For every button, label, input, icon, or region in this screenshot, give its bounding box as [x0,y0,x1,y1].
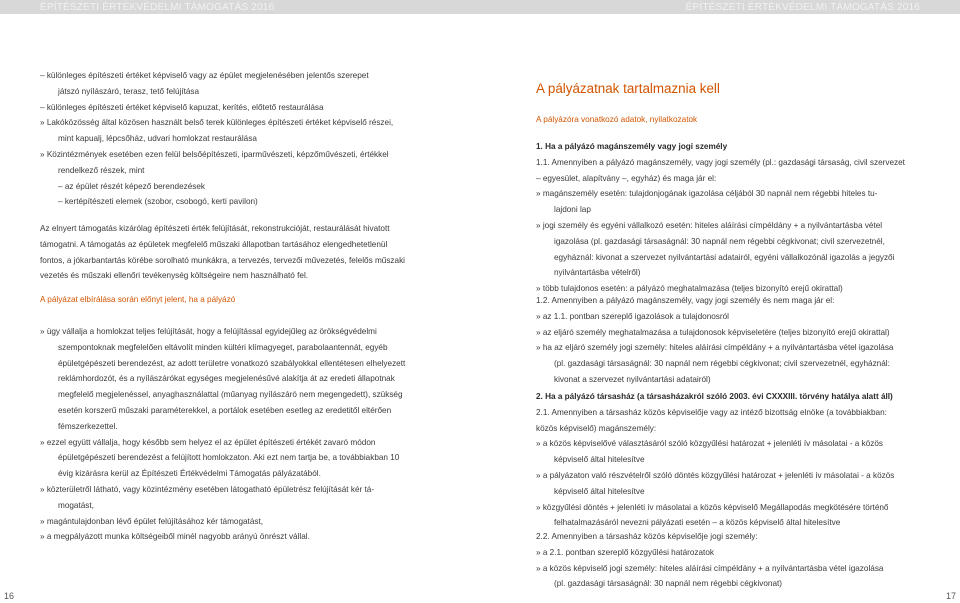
text-line: szempontoknak megfelelően eltávolít minden kültéri klímagyeget, parabolaantennát, egyéb [58,342,388,352]
text-line: fontos, a jókarbantartás körébe sorolható munkákra, a tervezés, tervezői művezetés, felelős műszaki [40,255,405,265]
text-line: 2.1. Amennyiben a társasház közös képviselője vagy az intéző bizottság elnöke (a továbbiakban: [536,407,887,417]
text-line: » ügy vállalja a homlokzat teljes felújítását, hogy a felújítással egyidejűleg az örökségvédelmi [40,327,377,336]
text-line: 1.2. Amennyiben a pályázó magánszemély, vagy jogi személy és nem maga jár el: [536,296,835,305]
text-line: » a közös képviselő jogi személy: hiteles aláírási címpéldány + a nyilvántartásba vétel igazolása [536,563,884,573]
text-line: támogatni. A támogatás az épületek megfelelő műszaki állapotban tartásához elengedhetetlenül [40,239,388,249]
header-title-left: ÉPÍTÉSZETI ÉRTÉKVÉDELMI TÁMOGATÁS 2016 [40,2,275,13]
text-line: felhatalmazásáról nevezni pályázati esetén – a közös képviselő által hitelesítve [554,518,841,528]
text-line: – egyesület, alapítvány –, egyház) és maga jár el: [536,173,717,183]
text-line: » közterületről látható, vagy közintézmény esetében látogatható épületrész felújítását kér tá- [40,484,375,494]
text-line: » közgyűlési döntés + jelenléti ív másolatai a közös képviselő Megállapodás megkötésére történő [536,502,889,512]
text-line: » a 2.1. pontban szereplő közgyűlési határozatok [536,547,714,557]
text-line: (pl. gazdasági társaságnál: 30 napnál nem régebbi cégkivonat; civil szervezetnél, egyháznál: [554,359,890,369]
text-line: egyháznál: kivonat a szervezet nyilvántartási adatairól, egyéni vállalkozónál igazolás a jegyzői [554,252,895,262]
main-title: A pályázatnak tartalmaznia kell [536,81,720,96]
page-number-right: 17 [945,591,956,601]
text-line: reklámhordozót, és a nyílászárókat egységes megjelenésűvé alakítja át az eredeti állapotnak [58,374,395,384]
text-line: játszó nyílászáró, terasz, tető felújítása [58,86,200,96]
text-line: mint kapualj, lépcsőház, udvari homlokzat restaurálása [58,134,257,144]
text-line: közös képviselő) magánszemély: [536,423,657,433]
text-line: évig kizárásra kerül az Építészeti Értékvédelmi Támogatás pályázatából. [58,469,321,479]
section-heading: A pályázat elbírálása során előnyt jelent, ha a pályázó [40,295,236,304]
right-column [536,81,924,96]
section-heading: 1. Ha a pályázó magánszemély vagy jogi személy [536,142,728,151]
text-line: » az eljáró személy meghatalmazása a tulajdonosok képviseletére (teljes bizonyító erejű okirattal) [536,327,890,337]
text-line: képviselő által hitelesítve [554,486,645,496]
left-column [40,68,425,210]
section-heading: 2. Ha a pályázó társasház (a társasházakról szóló 2003. évi CXXXIII. törvény hatálya alatt áll) [536,392,893,401]
advantage-section [40,292,425,308]
section-2 [536,389,924,531]
page-header [0,0,960,14]
text-line: lajdoni lap [554,205,591,215]
text-line: épületgépészeti berendezést a felújított homlokzaton. Aki ezt nem tartja be, a továbbiakban 10 [58,453,400,463]
advantage-list [40,324,425,545]
text-line: » a közös képviselővé választásáról szóló közgyűlési határozat + jelenléti ív másolatai - a közös [536,439,884,449]
text-line: vezetés és műszaki ellenőri tevékenység költségeire nem használható fel. [40,271,309,281]
text-line: – különleges építészeti értéket képviselő kapuzat, kerítés, előtető restaurálása [40,102,324,112]
text-line: » Lakóközösség által közösen használt belső terek különleges építészeti értéket képviselő részei, [40,118,394,128]
text-line: 1.1. Amennyiben a pályázó magánszemély, vagy jogi személy (pl.: gazdasági társaság, civil szervezet [536,157,905,167]
right-subtitle-block [536,112,924,128]
text-line: » ezzel együtt vállalja, hogy később sem helyez el az épület építészeti értékét zavaró módon [40,437,376,447]
text-line: rendelkező részek, mint [58,165,145,175]
text-line: » a megpályázott munka költségeiből minél nagyobb arányú önrészt vállal. [40,532,310,542]
page-number-left: 16 [4,591,15,601]
text-line: képviselő által hitelesítve [554,455,645,465]
text-line: 2.2. Amennyiben a társasház közös képviselője jogi személy: [536,532,758,541]
text-line: » magánszemély esetén: tulajdonjogának igazolása céljából 30 napnál nem régebbi hiteles tu- [536,189,878,199]
text-line: » ha az eljáró személy jogi személy: hiteles aláírási címpéldány + a nyilvántartásba vétel igazolása [536,343,894,353]
text-line: » magántulajdonban lévő épület felújításához kér támogatást, [40,516,264,526]
text-line: igazolása (pl. gazdasági társaságnál: 30 napnál nem régebbi cégkivonat; civil szervezetnél, [554,236,885,246]
text-line: esetén korszerű műszaki paraméterekkel, a portálok esetében esetleg az eredetitől eltérően [58,405,392,415]
section-1 [536,139,924,297]
text-line: nyilvántartásba vételről) [554,268,641,278]
text-line: (pl. gazdasági társaságnál: 30 napnál nem régebbi cégkivonat) [554,579,783,589]
text-line: Az elnyert támogatás kizárólag építészeti érték felújítását, rekonstrukcióját, restaurálását hivatott [40,224,390,233]
text-line: » Közintézmények esetében ezen felül belsőépítészeti, iparművészeti, képzőművészeti, értékkel [40,149,389,159]
text-line: » a pályázaton való részvételről szóló döntés közgyűlési határozat + jelenléti ív másolatai - a közös [536,470,895,480]
text-line: kivonat a szervezet nyilvántartási adatairól) [554,374,711,384]
left-paragraph [40,221,425,284]
text-line: » több tulajdonos esetén: a pályázó meghatalmazása (teljes bizonyító erejű okirattal) [536,284,843,294]
text-line: – különleges építészeti értéket képviselő vagy az épület megjelenésében jelentős szerepet [40,71,369,80]
section-1-2 [536,293,924,388]
text-line: – kertépítészeti elemek (szobor, csobogó, kerti pavilon) [58,197,258,207]
text-line: » az 1.1. pontban szereplő igazolások a tulajdonosról [536,311,729,321]
text-line: – az épület részét képező berendezések [58,181,206,191]
text-line: » jogi személy és egyéni vállalkozó esetén: hiteles aláírási címpéldány + a nyilvántartásba vétel [536,220,883,230]
text-line: megfelelő megjelenéssel, anyaghasználattal (műanyag nyílászáró nem megengedett), szükség [58,390,403,400]
text-line: fémszerkezettel. [58,421,118,431]
header-title-right: ÉPÍTÉSZETI ÉRTÉKVÉDELMI TÁMOGATÁS 2016 [685,2,920,13]
text-line: épületgépészeti berendezést, az adott területre vonatkozó szabályokkal ellentétesen elhelyezett [58,358,406,368]
text-line: mogatást, [58,500,94,510]
subtitle: A pályázóra vonatkozó adatok, nyilatkozatok [536,115,698,124]
section-2-2 [536,529,924,592]
